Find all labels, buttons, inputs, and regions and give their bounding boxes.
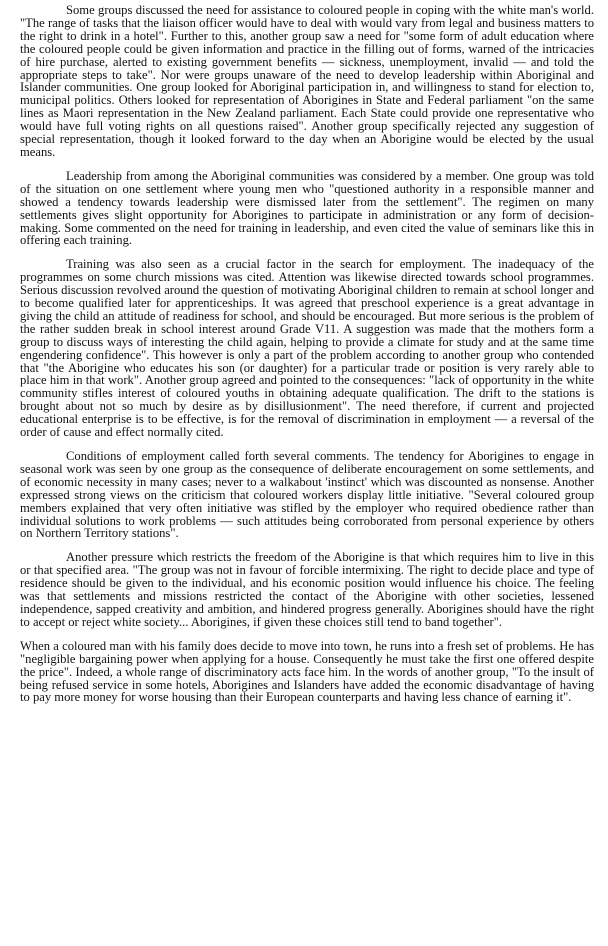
- paragraph-residence: Another pressure which restricts the freedom of the Aborigine is that which requires him to live in this or that specified area. "The group was not in favour of forcible intermixing. The right to decide place and type of residence should be given to the individual, and his economic position would influence his choice. The feeling was that settlements and missions restricted the contact of the Aborigine with other societies, lessened independence, sapped creativity and ambition, and hindered progress generally. Aborigines should have the right to accept or reject white society... Aborigines, if given these choices still tend to band together".: [20, 550, 594, 629]
- paragraph-leadership: Leadership from among the Aboriginal communities was considered by a member. One group was told of the situation on one settlement where young men who "questioned authority in a responsible manner and showed a tendency towards leadership were dismissed later from the settlement". The regimen on many settlements gives slight opportunity for Aborigines to participate in administration or any form of decision-making. Some commented on the need for training in leadership, and even cited the value of seminars like this in offering each training.: [20, 168, 594, 248]
- paragraph-employment-conditions: Conditions of employment called forth several comments. The tendency for Aborigines to engage in seasonal work was seen by one group as the consequence of deliberate encouragement on some settlements, and of economic necessity in many cases; never to a walkabout 'instinct' which was discounted as nonsense. Another expressed strong views on the criticism that coloured workers display little initiative. "Several coloured group members explained that very often initiative was stifled by the employer who required obedience rather than individual solutions to work problems — such attitudes being corroborated from personal experience by others on Northern Territory stations".: [20, 449, 594, 541]
- paragraph-training: Training was also seen as a crucial factor in the search for employment. The inadequacy of the programmes on some church missions was cited. Attention was likewise directed towards school programmes. Serious discussion revolved around the question of motivating Aboriginal children to remain at school longer and to become qualified later for apprenticeships. It was agreed that preschool experience is a great advantage in giving the child an attitude of readiness for school, and should be encouraged. But more serious is the problem of the rather sudden break in school interest around Grade V11. A suggestion was made that the mothers form a group to discuss ways of interesting the child again, helping to provide a climate for study and at the same time engendering confidence". This however is only a part of the problem according to another group who contended that "the Aborigine who educates his son (or daughter) for a particular trade or position is very rarely able to place him in that work". Another group agreed and pointed to the consequences: "lack of opportunity in the white community stifles interest of coloured youths in obtaining adequate qualification. The drift to the stations is brought about not so much by desire as by disillusionment". The need therefore, if current and projected educational enterprise is to be effective, is for the removal of discrimination in employment — a reversal of the order of cause and effect normally cited.: [20, 257, 594, 440]
- paragraph-housing: When a coloured man with his family does decide to move into town, he runs into a fresh set of problems. He has "negligible bargaining power when applying for a house. Consequently he must take the first one offered despite the price". Indeed, a whole range of discriminatory acts face him. In the words of another group, "To the insult of being refused service in some hotels, Aborigines and Islanders have added the economic disadvantage of having to pay more money for worse housing than their European counterparts and having less chance of earning it".: [20, 638, 594, 705]
- paragraph-assistance: Some groups discussed the need for assistance to coloured people in coping with the white man's world. "The range of tasks that the liaison officer would have to deal with would vary from legal and business matters to the right to drink in a hotel". Further to this, another group saw a need for "some form of adult education where the coloured people could be given information and practice in the filling out of forms, warned of the intricacies of hire purchase, alerted to existing government benefits — sickness, unemployment, invalid — and told the appropriate steps to take". Nor were groups unaware of the need to develop leadership within Aboriginal and Islander communities. One group looked for Aboriginal participation in, and willingness to stand for election to, municipal politics. Others looked for representation of Aborigines in State and Federal parliament "on the same lines as Maori representation in the New Zealand parliament. Each State could provide one representative who would have full voting rights on all questions raised". Another group specifically rejected any suggestion of special representation, though it looked forward to the day when an Aborigine would be elected by the usual means.: [20, 3, 594, 159]
